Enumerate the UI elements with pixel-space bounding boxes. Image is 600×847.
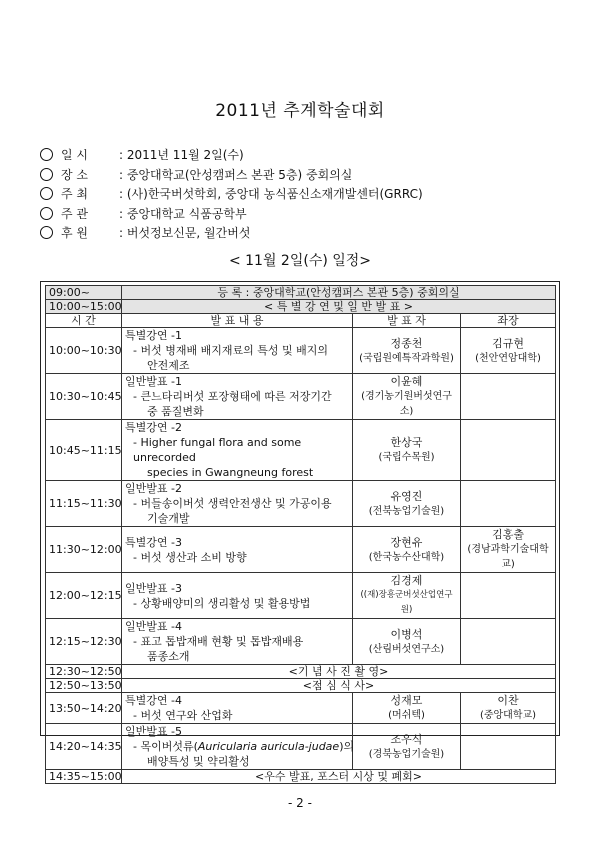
- page-title: 2011년 추계학술대회: [215, 101, 385, 121]
- chair-cell: [461, 573, 556, 619]
- chair-name: 김규현: [492, 336, 524, 350]
- circle-bullet-icon: [40, 168, 53, 181]
- chair-cell: [461, 527, 556, 573]
- presenter-name: 조우식: [390, 732, 423, 746]
- header-presenter: 발 표 자: [353, 314, 461, 328]
- time-cell: 10:45~11:15: [46, 420, 122, 481]
- header-chair: 좌장: [461, 314, 556, 328]
- talk-type: 일반발표 -2: [125, 482, 182, 495]
- talk-topic: 품종소개: [147, 650, 190, 663]
- content-cell: [122, 527, 353, 573]
- time-cell: 14:20~14:35: [46, 724, 122, 770]
- table-row: [46, 527, 556, 573]
- info-value: : 2011년 11월 2일(수): [119, 148, 244, 162]
- time-cell: 12:30~12:50: [46, 665, 122, 679]
- registration-cell: 등 록 : 중앙대학교(안성캠퍼스 본관 5층) 중회의실: [122, 286, 556, 300]
- photo-cell: <기 념 사 진 촬 영>: [122, 665, 556, 679]
- time-cell: 13:50~14:20: [46, 693, 122, 724]
- talk-topic: - 표고 톱밥재배 현황 및 톱밥재배용: [133, 635, 304, 648]
- table-row: [46, 573, 556, 619]
- info-value: : 중앙대학교 식품공학부: [119, 206, 247, 221]
- presenter-org: (한국농수산대학): [368, 551, 445, 563]
- presenter-cell: [353, 724, 461, 770]
- content-cell: [122, 420, 353, 481]
- presenter-name: 김경제: [390, 574, 423, 587]
- chair-cell: [461, 328, 556, 374]
- presenter-name: 정종천: [390, 336, 423, 350]
- talk-topic: 배양특성 및 약리활성: [147, 755, 250, 768]
- table-row: [46, 724, 556, 770]
- chair-cell: [461, 481, 556, 527]
- content-cell: [122, 619, 353, 665]
- table-row: [46, 481, 556, 527]
- presenter-name: 장현유: [390, 535, 423, 549]
- content-cell: [122, 693, 353, 724]
- presenter-org: (국립원예특작과학원): [359, 352, 454, 364]
- time-cell: 12:15~12:30: [46, 619, 122, 665]
- content-cell: [122, 374, 353, 420]
- presenter-cell: [353, 328, 461, 374]
- header-content: 발 표 내 용: [122, 314, 353, 328]
- presenter-cell: [353, 693, 461, 724]
- talk-type: 특별강연 -2: [125, 421, 182, 434]
- table-row: [46, 374, 556, 420]
- info-organizer: [40, 205, 423, 225]
- presenter-org: (경북농업기술원): [368, 748, 445, 760]
- chair-name: 이찬: [497, 694, 519, 707]
- talk-topic: species in Gwangneung forest: [147, 466, 314, 479]
- table-row: [46, 679, 556, 693]
- presenter-name: 한상국: [390, 436, 423, 449]
- presenter-name: 성재모: [390, 694, 423, 707]
- event-info: [40, 146, 423, 244]
- talk-topic: 기술개발: [147, 512, 190, 525]
- talk-topic: - 버섯 생산과 소비 방향: [133, 550, 247, 564]
- table-row: [46, 420, 556, 481]
- talk-topic: - 버섯 병재배 배지재료의 특성 및 배지의: [133, 344, 328, 357]
- chair-cell: [461, 374, 556, 420]
- presenter-cell: [353, 481, 461, 527]
- info-value: : (사)한국버섯학회, 중앙대 농식품신소재개발센터(GRRC): [119, 187, 423, 201]
- chair-org: (경남과학기술대학교): [467, 544, 549, 570]
- content-cell: [122, 328, 353, 374]
- talk-type: 일반발표 -1: [125, 375, 182, 388]
- circle-bullet-icon: [40, 226, 53, 239]
- time-cell: 11:30~12:00: [46, 527, 122, 573]
- table-row: [46, 286, 556, 300]
- table-row: [46, 328, 556, 374]
- page-number: - 2 -: [288, 796, 312, 810]
- presenter-cell: [353, 573, 461, 619]
- chair-cell: [461, 724, 556, 770]
- info-label: 주 최: [61, 187, 88, 201]
- session-cell: < 특 별 강 연 및 일 반 발 표 >: [122, 300, 556, 314]
- closing-cell: <우수 발표, 포스터 시상 및 폐회>: [122, 770, 556, 784]
- table-row: [46, 665, 556, 679]
- time-cell: 14:35~15:00: [46, 770, 122, 784]
- presenter-org: (국립수목원): [378, 452, 435, 463]
- info-sponsor: [40, 224, 423, 244]
- header-time: 시 간: [46, 314, 122, 328]
- schedule-title: < 11월 2일(수) 일정>: [228, 253, 372, 269]
- species-name: Auricularia auricula-judae: [197, 740, 340, 753]
- time-cell: 10:00~10:30: [46, 328, 122, 374]
- presenter-cell: [353, 420, 461, 481]
- time-cell: 12:50~13:50: [46, 679, 122, 693]
- topic-part: - 목이버섯류(: [133, 740, 198, 753]
- lunch-cell: <점 심 식 사>: [122, 679, 556, 693]
- table-row: [46, 770, 556, 784]
- info-value: : 버섯정보신문, 월간버섯: [119, 226, 251, 240]
- table-row: [46, 300, 556, 314]
- talk-type: 일반발표 -5: [125, 725, 182, 738]
- content-cell: [122, 724, 353, 770]
- chair-org: (중앙대학교): [479, 710, 537, 721]
- talk-type: 특별강연 -1: [125, 329, 182, 342]
- talk-topic: - 상황배양미의 생리활성 및 활용방법: [133, 596, 311, 610]
- info-value: : 중앙대학교(안성캠퍼스 본관 5층) 중회의실: [119, 167, 353, 182]
- time-cell: 09:00~: [46, 286, 122, 300]
- info-venue: [40, 166, 423, 186]
- content-cell: [122, 573, 353, 619]
- presenter-cell: [353, 374, 461, 420]
- presenter-org: (머쉬텍): [388, 710, 425, 721]
- talk-topic: [125, 739, 355, 754]
- talk-topic: 중 품질변화: [147, 405, 204, 418]
- chair-cell: [461, 420, 556, 481]
- presenter-cell: [353, 619, 461, 665]
- presenter-org: (경기농기원버섯연구소): [361, 391, 452, 417]
- time-cell: 11:15~11:30: [46, 481, 122, 527]
- talk-topic: - Higher fungal flora and some unrecorded: [133, 436, 302, 464]
- circle-bullet-icon: [40, 187, 53, 200]
- talk-type: 일반발표 -4: [125, 620, 182, 633]
- talk-topic: - 버섯 연구와 산업화: [133, 709, 233, 722]
- table-header-row: [46, 314, 556, 328]
- talk-type: 일반발표 -3: [125, 581, 182, 595]
- time-cell: 10:00~15:00: [46, 300, 122, 314]
- info-label: 후 원: [61, 226, 88, 240]
- chair-name: 김홍출: [492, 528, 524, 541]
- talk-topic: - 버들송이버섯 생력안전생산 및 가공이용: [133, 497, 332, 510]
- topic-part: )의: [339, 740, 355, 753]
- schedule-table: [45, 285, 556, 784]
- talk-topic: 안전제조: [147, 359, 190, 372]
- presenter-org: (산림버섯연구소): [368, 643, 445, 655]
- circle-bullet-icon: [40, 207, 53, 220]
- content-cell: [122, 481, 353, 527]
- info-host: [40, 185, 423, 205]
- presenter-name: 유영진: [390, 489, 423, 503]
- table-row: [46, 619, 556, 665]
- talk-type: 특별강연 -4: [125, 694, 182, 707]
- presenter-cell: [353, 527, 461, 573]
- talk-topic: - 큰느타리버섯 포장형태에 따른 저장기간: [133, 390, 332, 403]
- chair-cell: [461, 693, 556, 724]
- chair-cell: [461, 619, 556, 665]
- info-date: [40, 146, 423, 166]
- info-label: 주 관: [61, 206, 88, 221]
- presenter-org: ((재)장흥군버섯산업연구원): [360, 590, 453, 615]
- circle-bullet-icon: [40, 148, 53, 161]
- chair-org: (천안연암대학): [475, 352, 541, 364]
- presenter-org: (전북농업기술원): [368, 505, 445, 517]
- time-cell: 10:30~10:45: [46, 374, 122, 420]
- presenter-name: 이윤혜: [390, 375, 423, 388]
- info-label: 일 시: [61, 148, 88, 162]
- talk-type: 특별강연 -3: [125, 535, 182, 549]
- info-label: 장 소: [61, 167, 88, 182]
- table-row: [46, 693, 556, 724]
- time-cell: 12:00~12:15: [46, 573, 122, 619]
- presenter-name: 이병석: [390, 627, 423, 641]
